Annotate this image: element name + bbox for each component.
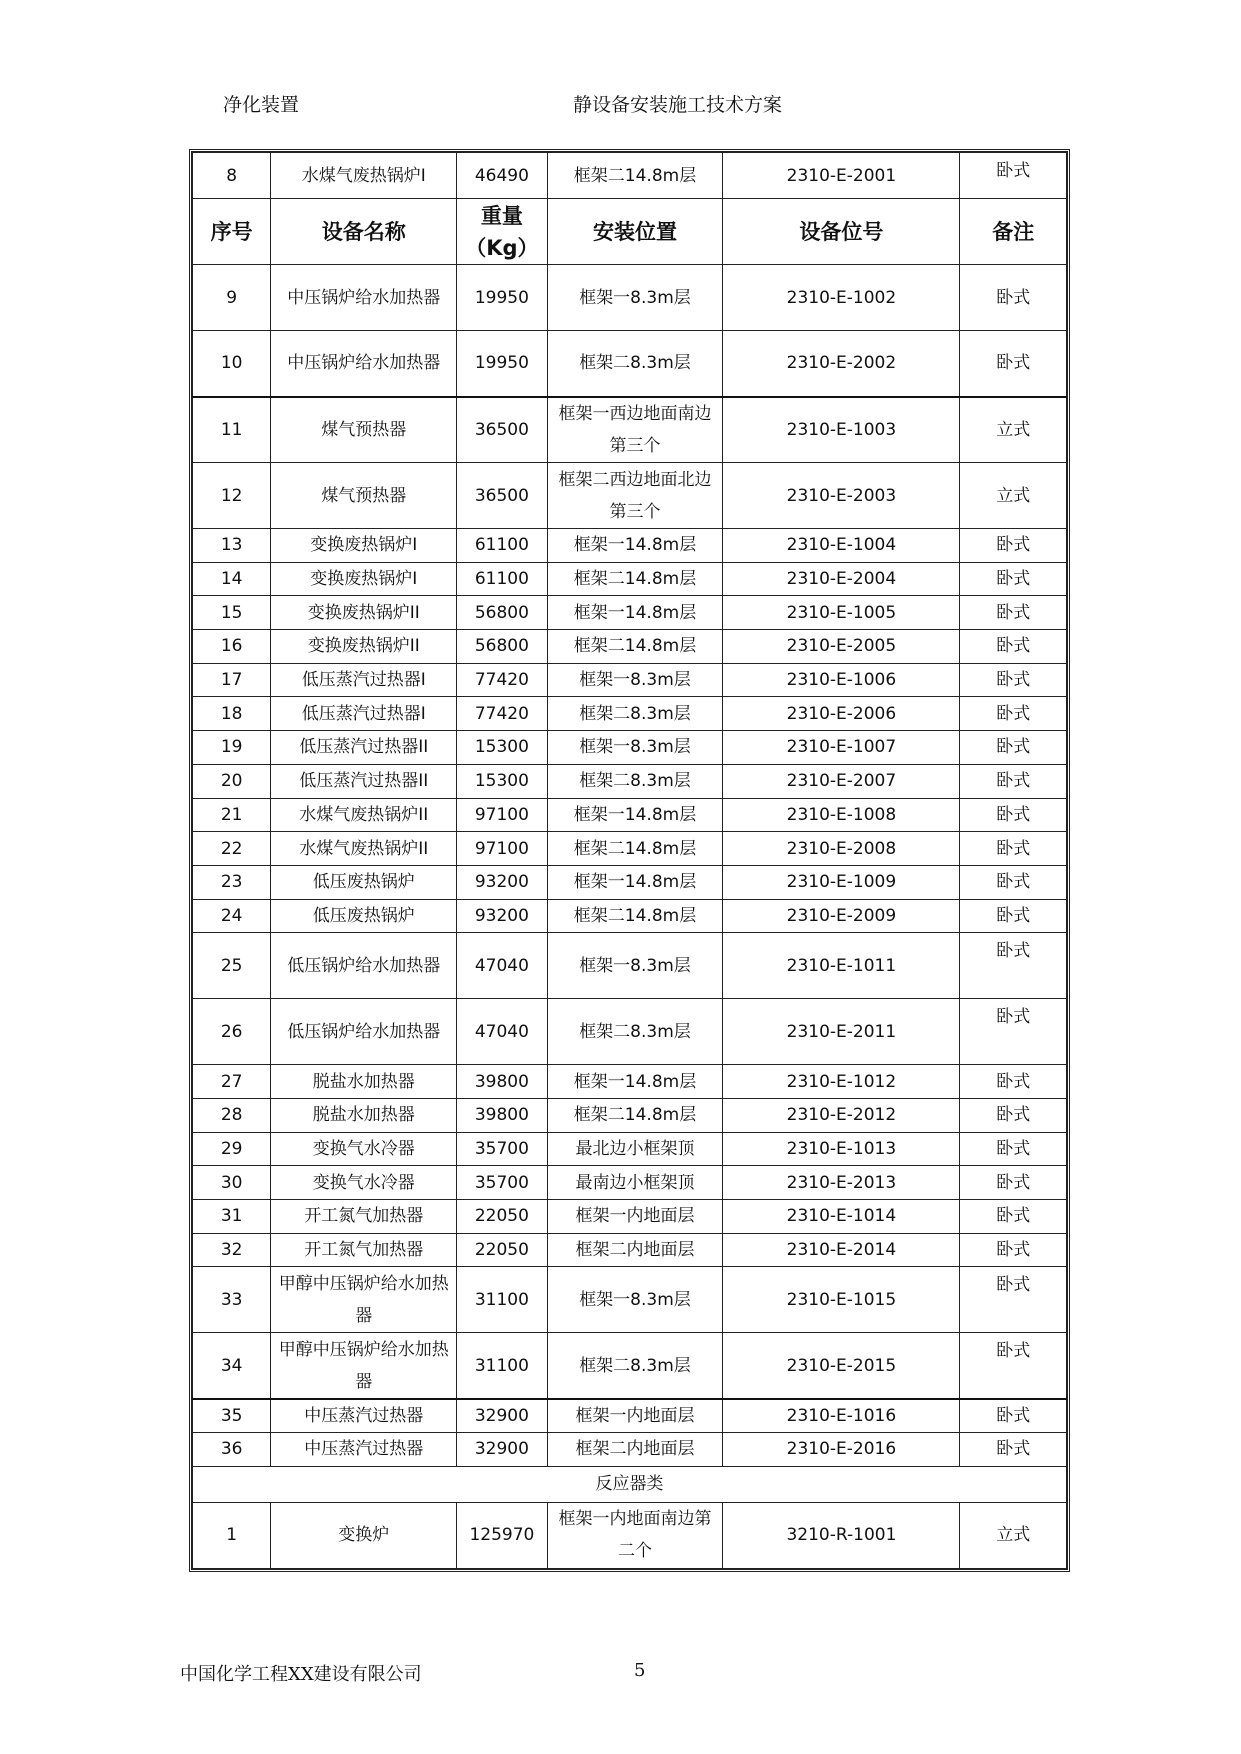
- cell-no: 1: [193, 1502, 271, 1568]
- cell-weight: 32900: [457, 1399, 547, 1433]
- cell-note: 卧式: [960, 1267, 1067, 1333]
- cell-name: 中压蒸汽过热器: [271, 1433, 457, 1467]
- cell-location: 框架一8.3m层: [547, 265, 723, 331]
- cell-weight: 56800: [457, 630, 547, 664]
- cell-tag: 2310-E-2011: [723, 999, 960, 1065]
- table-row: [193, 1065, 1067, 1099]
- cell-note: 卧式: [960, 153, 1067, 199]
- cell-no: 26: [193, 999, 271, 1065]
- cell-no: 22: [193, 832, 271, 866]
- cell-note: 卧式: [960, 1098, 1067, 1132]
- table-row: [193, 798, 1067, 832]
- cell-location: 框架二8.3m层: [547, 999, 723, 1065]
- cell-no: 8: [193, 153, 271, 199]
- cell-name: 变换废热锅炉Ⅰ: [271, 562, 457, 596]
- cell-weight: 19950: [457, 331, 547, 397]
- cell-no: 17: [193, 663, 271, 697]
- cell-tag: 2310-E-2012: [723, 1098, 960, 1132]
- cell-tag: 2310-E-2008: [723, 832, 960, 866]
- cell-tag: 2310-E-1009: [723, 865, 960, 899]
- table-row: [193, 832, 1067, 866]
- cell-note: 卧式: [960, 899, 1067, 933]
- cell-no: 16: [193, 630, 271, 664]
- header-section-label: 净化装置: [223, 94, 300, 116]
- cell-name: 中压锅炉给水加热器: [271, 331, 457, 397]
- cell-weight: 46490: [457, 153, 547, 199]
- equipment-table: [192, 152, 1067, 1569]
- cell-name: 低压废热锅炉: [271, 865, 457, 899]
- cell-location: 框架一14.8m层: [547, 865, 723, 899]
- cell-weight: 22050: [457, 1200, 547, 1234]
- cell-name: 甲醇中压锅炉给水加热器: [271, 1333, 457, 1399]
- cell-location: 框架一8.3m层: [547, 663, 723, 697]
- cell-tag: 2310-E-1003: [723, 397, 960, 463]
- cell-name: 低压蒸汽过热器Ⅰ: [271, 697, 457, 731]
- cell-note: 卧式: [960, 529, 1067, 563]
- cell-name: 低压锅炉给水加热器: [271, 933, 457, 999]
- cell-name: 开工氮气加热器: [271, 1233, 457, 1267]
- cell-note: 卧式: [960, 596, 1067, 630]
- cell-name: 变换废热锅炉Ⅰ: [271, 529, 457, 563]
- cell-tag: 2310-E-2007: [723, 764, 960, 798]
- cell-name: 水煤气废热锅炉ⅠI: [271, 832, 457, 866]
- cell-note: 卧式: [960, 1399, 1067, 1433]
- cell-weight: 97100: [457, 832, 547, 866]
- cell-weight: 19950: [457, 265, 547, 331]
- cell-note: 卧式: [960, 798, 1067, 832]
- header-name: 设备名称: [271, 199, 457, 265]
- cell-location: 框架一14.8m层: [547, 596, 723, 630]
- cell-weight: 56800: [457, 596, 547, 630]
- cell-tag: 2310-E-2004: [723, 562, 960, 596]
- cell-note: 卧式: [960, 832, 1067, 866]
- cell-name: 低压蒸汽过热器ⅠI: [271, 764, 457, 798]
- cell-weight: 93200: [457, 865, 547, 899]
- cell-tag: 2310-E-1007: [723, 731, 960, 765]
- cell-no: 34: [193, 1333, 271, 1399]
- table-row: [193, 562, 1067, 596]
- cell-note: 卧式: [960, 1132, 1067, 1166]
- cell-tag: 2310-E-1016: [723, 1399, 960, 1433]
- cell-no: 21: [193, 798, 271, 832]
- cell-no: 31: [193, 1200, 271, 1234]
- cell-location: 框架二14.8m层: [547, 153, 723, 199]
- cell-tag: 2310-E-2003: [723, 463, 960, 529]
- cell-weight: 47040: [457, 999, 547, 1065]
- cell-location: 框架二14.8m层: [547, 899, 723, 933]
- cell-weight: 32900: [457, 1433, 547, 1467]
- table-row: [193, 1267, 1067, 1333]
- cell-location: 最北边小框架顶: [547, 1132, 723, 1166]
- cell-no: 10: [193, 331, 271, 397]
- table-row: [193, 1098, 1067, 1132]
- cell-location: 框架一8.3m层: [547, 1267, 723, 1333]
- header-tag: 设备位号: [723, 199, 960, 265]
- cell-no: 32: [193, 1233, 271, 1267]
- cell-tag: 2310-E-2009: [723, 899, 960, 933]
- footer-company: 中国化学工程XX建设有限公司: [180, 1664, 422, 1685]
- cell-name: 低压废热锅炉: [271, 899, 457, 933]
- header-document-title: 静设备安装施工技术方案: [573, 94, 783, 116]
- table-row: [193, 764, 1067, 798]
- cell-tag: 2310-E-1005: [723, 596, 960, 630]
- cell-tag: 2310-E-1006: [723, 663, 960, 697]
- cell-location: 框架二14.8m层: [547, 1098, 723, 1132]
- table-row: [193, 153, 1067, 199]
- cell-weight: 61100: [457, 562, 547, 596]
- cell-note: 立式: [960, 1502, 1067, 1568]
- cell-no: 9: [193, 265, 271, 331]
- cell-no: 20: [193, 764, 271, 798]
- table-row: [193, 731, 1067, 765]
- cell-location: 框架一内地面层: [547, 1200, 723, 1234]
- cell-no: 25: [193, 933, 271, 999]
- cell-note: 卧式: [960, 999, 1067, 1065]
- cell-name: 脱盐水加热器: [271, 1098, 457, 1132]
- cell-name: 开工氮气加热器: [271, 1200, 457, 1234]
- cell-no: 12: [193, 463, 271, 529]
- cell-weight: 97100: [457, 798, 547, 832]
- table-row: [193, 697, 1067, 731]
- cell-tag: 2310-E-2016: [723, 1433, 960, 1467]
- cell-note: 卧式: [960, 1065, 1067, 1099]
- cell-tag: 2310-E-1013: [723, 1132, 960, 1166]
- cell-no: 13: [193, 529, 271, 563]
- cell-name: 煤气预热器: [271, 463, 457, 529]
- cell-no: 28: [193, 1098, 271, 1132]
- cell-name: 低压蒸汽过热器ⅠI: [271, 731, 457, 765]
- cell-no: 27: [193, 1065, 271, 1099]
- header-note: 备注: [960, 199, 1067, 265]
- cell-weight: 31100: [457, 1333, 547, 1399]
- cell-tag: 2310-E-2001: [723, 153, 960, 199]
- cell-weight: 15300: [457, 731, 547, 765]
- header-location: 安装位置: [547, 199, 723, 265]
- cell-no: 19: [193, 731, 271, 765]
- cell-note: 立式: [960, 397, 1067, 463]
- cell-no: 35: [193, 1399, 271, 1433]
- cell-weight: 77420: [457, 697, 547, 731]
- cell-note: 卧式: [960, 630, 1067, 664]
- cell-weight: 22050: [457, 1233, 547, 1267]
- section-title: 反应器类: [193, 1466, 1067, 1502]
- cell-tag: 2310-E-2006: [723, 697, 960, 731]
- cell-no: 18: [193, 697, 271, 731]
- cell-weight: 35700: [457, 1166, 547, 1200]
- cell-note: 卧式: [960, 933, 1067, 999]
- cell-tag: 2310-E-1008: [723, 798, 960, 832]
- table-header-row: [193, 199, 1067, 265]
- cell-no: 11: [193, 397, 271, 463]
- cell-tag: 2310-E-2005: [723, 630, 960, 664]
- cell-location: 框架一14.8m层: [547, 798, 723, 832]
- cell-name: 变换炉: [271, 1502, 457, 1568]
- cell-location: 框架二8.3m层: [547, 331, 723, 397]
- cell-weight: 39800: [457, 1065, 547, 1099]
- table-row: [193, 265, 1067, 331]
- page-number: 5: [634, 1660, 646, 1681]
- cell-no: 36: [193, 1433, 271, 1467]
- cell-location: 框架二14.8m层: [547, 832, 723, 866]
- cell-note: 卧式: [960, 764, 1067, 798]
- table-row: [193, 933, 1067, 999]
- cell-note: 卧式: [960, 1233, 1067, 1267]
- table-row: [193, 1399, 1067, 1433]
- cell-location: 框架二8.3m层: [547, 764, 723, 798]
- cell-weight: 77420: [457, 663, 547, 697]
- cell-location: 框架一内地面层: [547, 1399, 723, 1433]
- cell-location: 最南边小框架顶: [547, 1166, 723, 1200]
- table-row: [193, 865, 1067, 899]
- header-no: 序号: [193, 199, 271, 265]
- cell-weight: 35700: [457, 1132, 547, 1166]
- cell-name: 水煤气废热锅炉ⅠI: [271, 798, 457, 832]
- cell-location: 框架一8.3m层: [547, 731, 723, 765]
- cell-name: 水煤气废热锅炉Ⅰ: [271, 153, 457, 199]
- cell-location: 框架二内地面层: [547, 1233, 723, 1267]
- cell-weight: 47040: [457, 933, 547, 999]
- table-row: [193, 1166, 1067, 1200]
- cell-weight: 31100: [457, 1267, 547, 1333]
- cell-name: 变换气水冷器: [271, 1132, 457, 1166]
- cell-location: 框架二内地面层: [547, 1433, 723, 1467]
- cell-location: 框架一内地面南边第二个: [547, 1502, 723, 1568]
- cell-tag: 2310-E-1004: [723, 529, 960, 563]
- cell-name: 变换气水冷器: [271, 1166, 457, 1200]
- table-row: [193, 1233, 1067, 1267]
- cell-name: 脱盐水加热器: [271, 1065, 457, 1099]
- table-row: [193, 999, 1067, 1065]
- cell-no: 33: [193, 1267, 271, 1333]
- cell-location: 框架二西边地面北边第三个: [547, 463, 723, 529]
- cell-location: 框架二14.8m层: [547, 630, 723, 664]
- cell-note: 卧式: [960, 697, 1067, 731]
- cell-name: 变换废热锅炉ⅠI: [271, 630, 457, 664]
- table-row: [193, 463, 1067, 529]
- table-row: [193, 596, 1067, 630]
- cell-tag: 2310-E-2002: [723, 331, 960, 397]
- cell-note: 卧式: [960, 562, 1067, 596]
- cell-weight: 125970: [457, 1502, 547, 1568]
- cell-location: 框架二14.8m层: [547, 562, 723, 596]
- equipment-table-frame: [189, 149, 1070, 1572]
- cell-note: 卧式: [960, 1433, 1067, 1467]
- table-row: [193, 1433, 1067, 1467]
- cell-tag: 2310-E-2014: [723, 1233, 960, 1267]
- cell-tag: 2310-E-1014: [723, 1200, 960, 1234]
- cell-weight: 36500: [457, 463, 547, 529]
- cell-tag: 2310-E-1015: [723, 1267, 960, 1333]
- cell-name: 中压锅炉给水加热器: [271, 265, 457, 331]
- cell-note: 卧式: [960, 663, 1067, 697]
- table-row: [193, 630, 1067, 664]
- cell-weight: 61100: [457, 529, 547, 563]
- header-weight: 重量（Kg）: [457, 199, 547, 265]
- cell-no: 30: [193, 1166, 271, 1200]
- cell-weight: 39800: [457, 1098, 547, 1132]
- cell-no: 14: [193, 562, 271, 596]
- cell-tag: 2310-E-2013: [723, 1166, 960, 1200]
- cell-name: 中压蒸汽过热器: [271, 1399, 457, 1433]
- cell-tag: 2310-E-2015: [723, 1333, 960, 1399]
- table-row: [193, 1200, 1067, 1234]
- cell-note: 卧式: [960, 331, 1067, 397]
- table-row: [193, 899, 1067, 933]
- table-row: [193, 529, 1067, 563]
- cell-no: 23: [193, 865, 271, 899]
- cell-no: 15: [193, 596, 271, 630]
- cell-tag: 3210-R-1001: [723, 1502, 960, 1568]
- cell-name: 甲醇中压锅炉给水加热器: [271, 1267, 457, 1333]
- cell-note: 卧式: [960, 1200, 1067, 1234]
- cell-no: 24: [193, 899, 271, 933]
- table-row: [193, 1132, 1067, 1166]
- cell-location: 框架二8.3m层: [547, 697, 723, 731]
- cell-note: 卧式: [960, 265, 1067, 331]
- cell-location: 框架一西边地面南边第三个: [547, 397, 723, 463]
- cell-note: 卧式: [960, 1333, 1067, 1399]
- cell-tag: 2310-E-1012: [723, 1065, 960, 1099]
- cell-note: 立式: [960, 463, 1067, 529]
- cell-weight: 36500: [457, 397, 547, 463]
- table-row: [193, 397, 1067, 463]
- section-row: [193, 1466, 1067, 1502]
- table-row: [193, 1502, 1067, 1568]
- cell-name: 变换废热锅炉ⅠI: [271, 596, 457, 630]
- cell-location: 框架一14.8m层: [547, 529, 723, 563]
- cell-note: 卧式: [960, 731, 1067, 765]
- cell-weight: 93200: [457, 899, 547, 933]
- cell-location: 框架二8.3m层: [547, 1333, 723, 1399]
- table-row: [193, 663, 1067, 697]
- cell-name: 低压锅炉给水加热器: [271, 999, 457, 1065]
- cell-no: 29: [193, 1132, 271, 1166]
- cell-name: 煤气预热器: [271, 397, 457, 463]
- table-row: [193, 331, 1067, 397]
- cell-note: 卧式: [960, 1166, 1067, 1200]
- cell-tag: 2310-E-1011: [723, 933, 960, 999]
- cell-tag: 2310-E-1002: [723, 265, 960, 331]
- cell-location: 框架一14.8m层: [547, 1065, 723, 1099]
- cell-weight: 15300: [457, 764, 547, 798]
- cell-location: 框架一8.3m层: [547, 933, 723, 999]
- cell-name: 低压蒸汽过热器Ⅰ: [271, 663, 457, 697]
- cell-note: 卧式: [960, 865, 1067, 899]
- table-row: [193, 1333, 1067, 1399]
